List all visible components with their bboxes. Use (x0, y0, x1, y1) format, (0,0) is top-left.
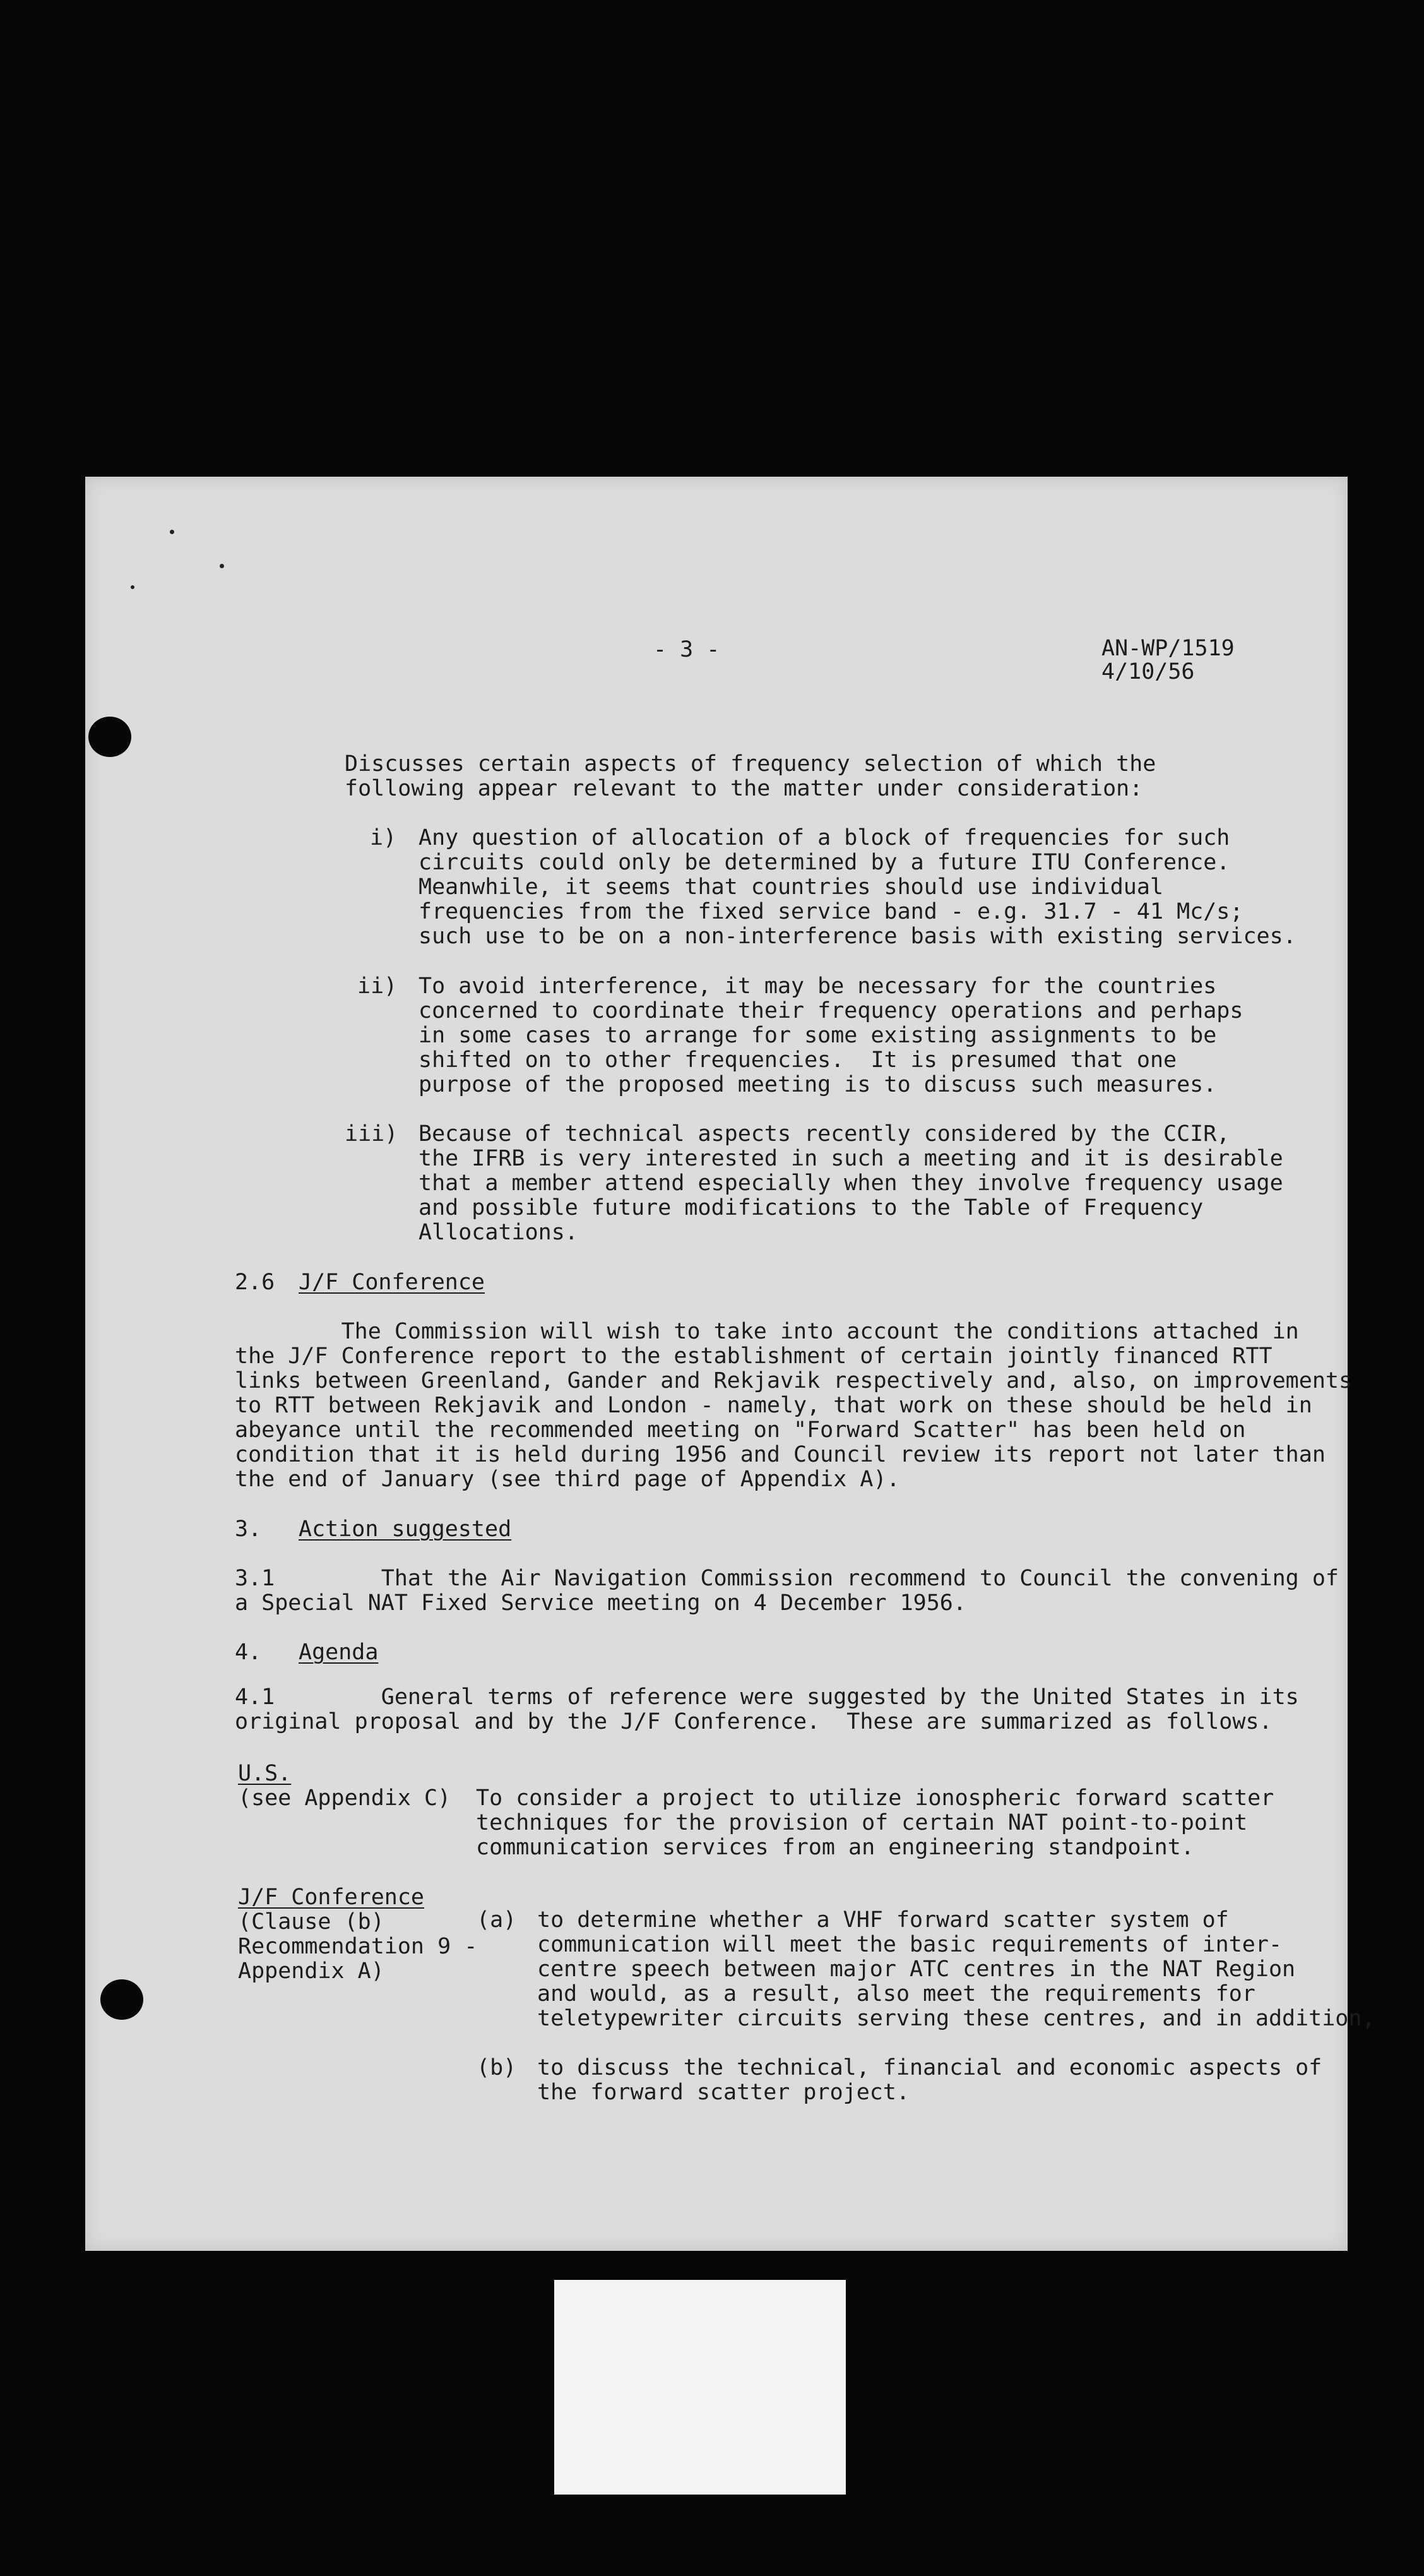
us-line: To consider a project to utilize ionospheric forward scatter (476, 1786, 1274, 1811)
jf-item-line: and would, as a result, also meet the requirements for (537, 1981, 1255, 2007)
point-line: purpose of the proposed meeting is to discuss such measures. (418, 1072, 1217, 1097)
point-marker: i) (370, 825, 397, 850)
point-line: To avoid interference, it may be necessary for the countries (418, 974, 1217, 999)
jf-sublabel: (Clause (b) (238, 1909, 384, 1935)
document-date: 4/10/56 (1101, 659, 1195, 684)
paragraph-line: 3.1 That the Air Navigation Commission recommend to Council the convening of (235, 1566, 1339, 1591)
jf-item-marker: (b) (477, 2055, 517, 2080)
point-line: Allocations. (418, 1220, 578, 1245)
point-line: frequencies from the fixed service band - e.g. 31.7 - 41 Mc/s; (418, 899, 1243, 924)
point-marker: iii) (345, 1121, 398, 1147)
paragraph-line: the end of January (see third page of Appendix A). (235, 1467, 900, 1492)
us-label: U.S. (238, 1761, 292, 1786)
speck-mark (220, 564, 224, 568)
us-sublabel: (see Appendix C) (238, 1786, 451, 1811)
jf-item-line: the forward scatter project. (537, 2080, 910, 2105)
paragraph-line: The Commission will wish to take into account the conditions attached in (235, 1319, 1299, 1344)
intro-line: Discusses certain aspects of frequency selection of which the (345, 751, 1156, 777)
document-reference: AN-WP/1519 (1101, 636, 1235, 661)
paragraph-line: links between Greenland, Gander and Rekjavik respectively and, also, on improvements (235, 1368, 1353, 1393)
point-line: such use to be on a non-interference basis with existing services. (418, 924, 1296, 949)
paragraph-line: a Special NAT Fixed Service meeting on 4 December 1956. (235, 1590, 966, 1616)
jf-item-line: to determine whether a VHF forward scatter system of (537, 1907, 1229, 1933)
point-line: shifted on to other frequencies. It is presumed that one (418, 1047, 1177, 1073)
point-line: that a member attend especially when they involve frequency usage (418, 1171, 1283, 1196)
jf-item-line: communication will meet the basic requirements of inter- (537, 1932, 1283, 1957)
paragraph-line: abeyance until the recommended meeting on "Forward Scatter" has been held on (235, 1417, 1246, 1443)
speck-mark (131, 585, 134, 589)
point-line: in some cases to arrange for some existing assignments to be (418, 1023, 1217, 1048)
jf-sublabel: Appendix A) (238, 1959, 384, 1984)
point-line: and possible future modifications to the Table of Frequency (418, 1195, 1204, 1220)
section-number: 4. (235, 1640, 262, 1665)
point-line: the IFRB is very interested in such a meeting and it is desirable (418, 1146, 1283, 1171)
jf-item-line: centre speech between major ATC centres in the NAT Region (537, 1957, 1296, 1982)
section-number: 3. (235, 1517, 262, 1542)
point-line: Meanwhile, it seems that countries should use individual (418, 874, 1164, 900)
page-number: - 3 - (653, 637, 720, 662)
point-marker: ii) (357, 974, 398, 999)
paragraph-line: the J/F Conference report to the establishment of certain jointly financed RTT (235, 1344, 1273, 1369)
punch-hole-bottom (100, 1979, 143, 2020)
paragraph-line: 4.1 General terms of reference were suggested by the United States in its (235, 1685, 1299, 1710)
paragraph-line: condition that it is held during 1956 and Council review its report not later than (235, 1442, 1326, 1467)
punch-hole-top (88, 717, 131, 757)
jf-item-line: to discuss the technical, financial and economic aspects of (537, 2055, 1322, 2080)
paragraph-line: to RTT between Rekjavik and London - namely, that work on these should be held in (235, 1393, 1312, 1418)
point-line: circuits could only be determined by a future ITU Conference. (418, 850, 1230, 875)
jf-item-marker: (a) (477, 1907, 517, 1933)
jf-label: J/F Conference (238, 1885, 425, 1910)
jf-sublabel: Recommendation 9 - (238, 1934, 478, 1959)
blank-slip (554, 2280, 846, 2495)
jf-item-line: teletypewriter circuits serving these centres, and in addition, (537, 2006, 1375, 2031)
section-heading: Agenda (299, 1640, 379, 1665)
paragraph-line: original proposal and by the J/F Conference. These are summarized as follows. (235, 1709, 1273, 1734)
point-line: Because of technical aspects recently considered by the CCIR, (418, 1121, 1230, 1147)
section-heading: Action suggested (299, 1517, 512, 1542)
intro-line: following appear relevant to the matter under consideration: (345, 776, 1143, 801)
speck-mark (170, 530, 174, 534)
section-heading: J/F Conference (299, 1270, 485, 1295)
us-line: communication services from an engineering standpoint. (476, 1835, 1194, 1860)
point-line: Any question of allocation of a block of frequencies for such (418, 825, 1230, 850)
us-line: techniques for the provision of certain NAT point-to-point (476, 1810, 1248, 1835)
point-line: concerned to coordinate their frequency operations and perhaps (418, 998, 1243, 1023)
section-number: 2.6 (235, 1270, 275, 1295)
